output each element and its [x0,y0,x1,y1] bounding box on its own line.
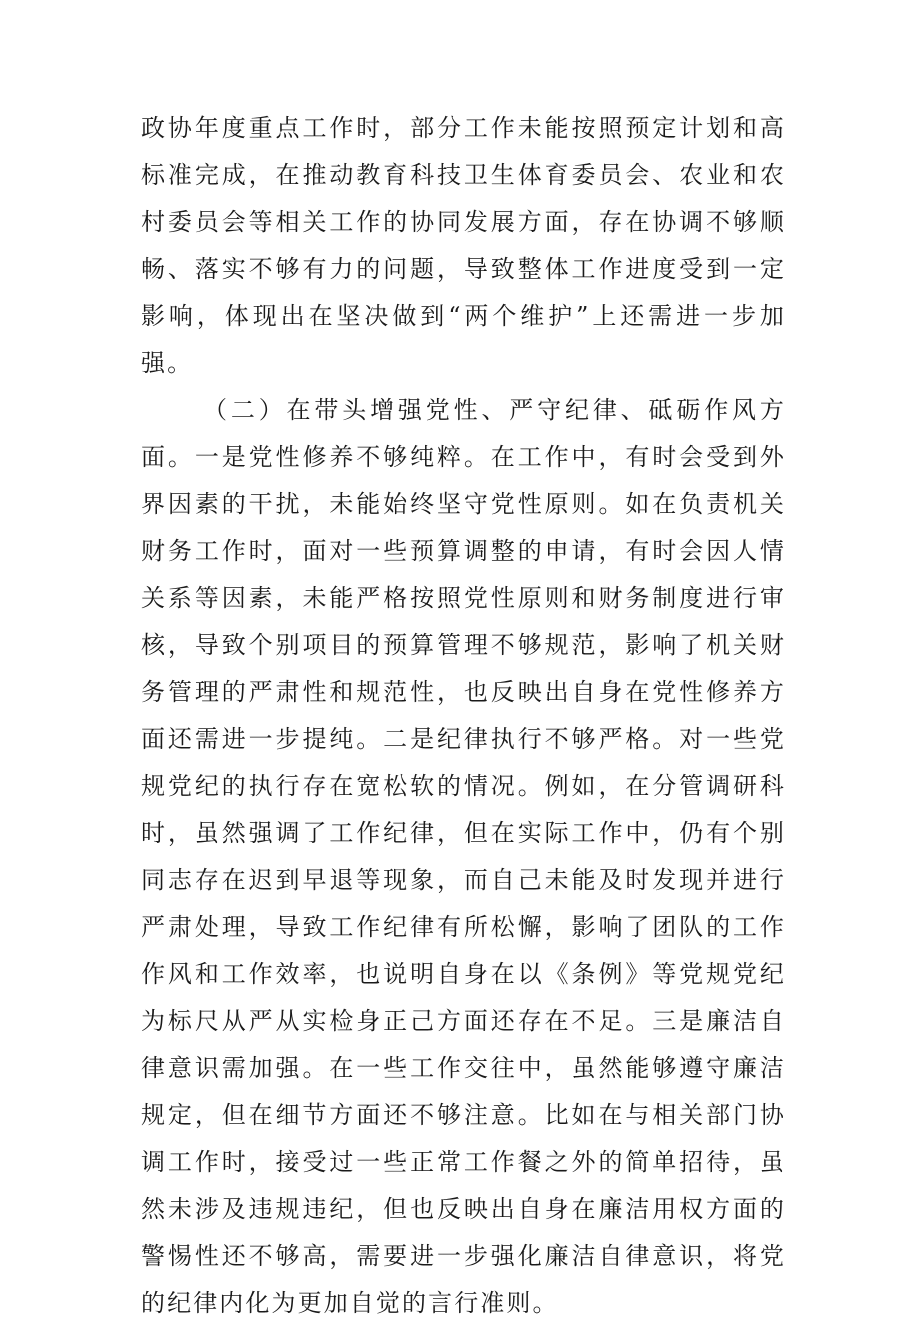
paragraph-continuation: 政协年度重点工作时，部分工作未能按照预定计划和高标准完成，在推动教育科技卫生体育委员会、农业和农村委员会等相关工作的协同发展方面，存在协调不够顺畅、落实不够有力的问题，导致整体工作进度受到一定影响，体现出在坚决做到“两个维护”上还需进一步加强。 [141,114,786,377]
paragraph-section-two: （二）在带头增强党性、严守纪律、砥砺作风方面。一是党性修养不够纯粹。在工作中，有时会受到外界因素的干扰，未能始终坚守党性原则。如在负责机关财务工作时，面对一些预算调整的申请，有时会因人情关系等因素，未能严格按照党性原则和财务制度进行审核，导致个别项目的预算管理不够规范，影响了机关财务管理的严肃性和规范性，也反映出自身在党性修养方面还需进一步提纯。二是纪律执行不够严格。对一些党规党纪的执行存在宽松软的情况。例如，在分管调研科时，虽然强调了工作纪律，但在实际工作中，仍有个别同志存在迟到早退等现象，而自己未能及时发现并进行严肃处理，导致工作纪律有所松懈，影响了团队的工作作风和工作效率，也说明自身在以《条例》等党规党纪为标尺从严从实检身正己方面还存在不足。三是廉洁自律意识需加强。在一些工作交往中，虽然能够遵守廉洁规定，但在细节方面还不够注意。比如在与相关部门协调工作时，接受过一些正常工作餐之外的简单招待，虽然未涉及违规违纪，但也反映出自身在廉洁用权方面的警惕性还不够高，需要进一步强化廉洁自律意识，将党的纪律内化为更加自觉的言行准则。 [141,396,786,1317]
document-body [141,105,786,1327]
